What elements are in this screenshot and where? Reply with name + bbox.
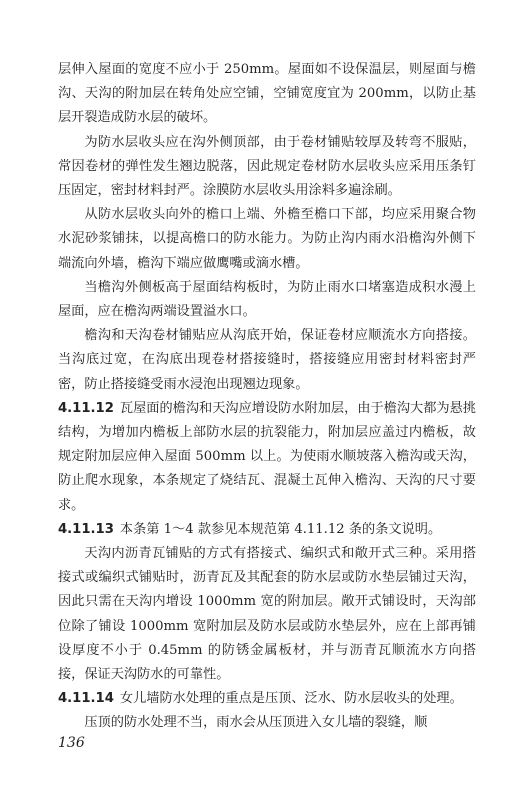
paragraph-5-text: 檐沟和天沟卷材铺贴应从沟底开始，保证卷材应顺流水方向搭接。当沟底过宽，在沟底出现卷材搭接缝时，搭接缝应用密封材料密封严密，防止搭接缝受雨水浸泡出现翘边现象。 — [58, 328, 476, 392]
paragraph-2-text: 为防水层收头应在沟外侧顶部，由于卷材铺贴较厚及转弯不服贴，常因卷材的弹性发生翘边脱落，因此规定卷材防水层收头应采用压条钉压固定，密封材料封严。涂膜防水层收头用涂料多遍涂刷。 — [58, 134, 476, 199]
paragraph-1 — [58, 58, 476, 131]
clause-4-11-14-text: 女儿墙防水处理的重点是压顶、泛水、防水层收头的处理。 — [119, 691, 463, 707]
paragraph-10-text: 压顶的防水处理不当，雨水会从压顶进入女儿墙的裂缝，顺 — [84, 715, 428, 731]
paragraph-8 — [58, 542, 476, 687]
clause-4-11-12-text: 瓦屋面的檐沟和天沟应增设防水附加层，由于檐沟大都为悬挑结构，为增加内檐板上部防水层的抗裂能力，附加层应盖过内檐板，故规定附加层应伸入屋面 500mm 以上。为使雨水顺坡落入檐沟或天沟，防止爬水现象，本条规定了烧结瓦、混凝土瓦伸入檐沟、天沟的尺寸要求。 — [58, 400, 476, 513]
paragraph-3 — [58, 203, 476, 276]
paragraph-4 — [58, 276, 476, 324]
section-number: 4.11.12 — [58, 400, 114, 416]
paragraph-2 — [58, 131, 476, 204]
paragraph-8-text: 天沟内沥青瓦铺贴的方式有搭接式、编织式和敞开式三种。采用搭接式或编织式铺贴时，沥青瓦及其配套的防水层或防水垫层铺过天沟，因此只需在天沟内增设 1000mm 宽的附加层。敞开式铺设时，天沟部位除了铺设 1000mm 宽附加层及防水层或防水垫层外，应在上部再铺设厚度不小于 0.45mm 的防锈金属板材，并与沥青瓦顺流水方向搭接，保证天沟防水的可靠性。 — [58, 546, 476, 683]
paragraph-1-text: 层伸入屋面的宽度不应小于 250mm。屋面如不设保温层，则屋面与檐沟、天沟的附加层在转角处应空铺，空铺宽度宜为 200mm，以防止基层开裂造成防水层的破坏。 — [58, 62, 476, 126]
page-number: 136 — [58, 735, 85, 751]
section-number: 4.11.14 — [58, 691, 114, 707]
body-text — [58, 58, 476, 736]
clause-4-11-13 — [58, 518, 476, 542]
clause-4-11-14 — [58, 687, 476, 711]
paragraph-5 — [58, 324, 476, 397]
paragraph-3-text: 从防水层收头向外的檐口上端、外檐至檐口下部，均应采用聚合物水泥砂浆铺抹，以提高檐口的防水能力。为防止沟内雨水沿檐沟外侧下端流向外墙，檐沟下端应做鹰嘴或滴水槽。 — [58, 207, 476, 271]
paragraph-10 — [58, 711, 476, 735]
paragraph-4-text: 当檐沟外侧板高于屋面结构板时，为防止雨水口堵塞造成积水漫上屋面，应在檐沟两端设置溢水口。 — [58, 279, 476, 320]
clause-4-11-13-text: 本条第 1～4 款参见本规范第 4.11.12 条的条文说明。 — [119, 521, 442, 537]
clause-4-11-12 — [58, 397, 476, 518]
section-number: 4.11.13 — [58, 521, 114, 537]
